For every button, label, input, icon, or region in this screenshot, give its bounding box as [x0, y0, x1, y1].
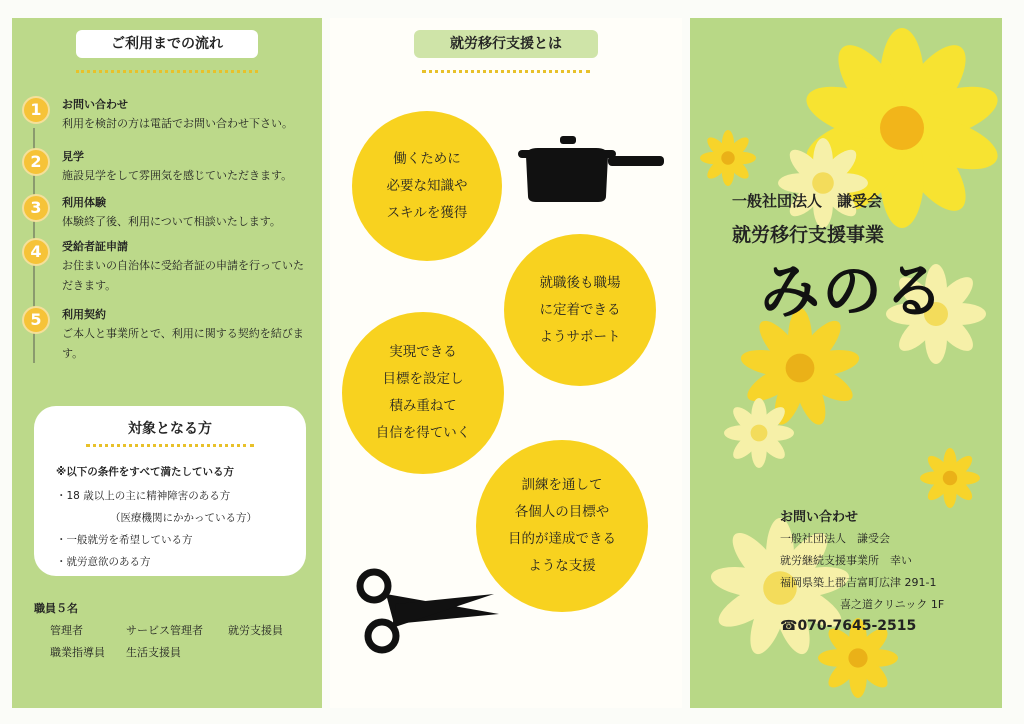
contact-line: 喜之道クリニック 1F	[840, 598, 945, 611]
step-title: 利用体験	[62, 196, 106, 209]
flower-icon	[724, 398, 794, 468]
staff-role: 就労支援員	[228, 624, 283, 637]
staff-role: 職業指導員	[50, 646, 105, 659]
target-item: ・就労意欲のある方	[56, 556, 151, 568]
middle-panel	[330, 18, 682, 708]
step-text: 利用を検討の方は電話でお問い合わせ下さい。	[62, 117, 293, 130]
contact-line: 福岡県築上郡吉富町広津 291-1	[780, 576, 937, 589]
flow-title: ご利用までの流れ	[76, 30, 258, 58]
staff-role: 生活支援員	[126, 646, 181, 659]
step-text: 施設見学をして雰囲気を感じていただきます。	[62, 169, 293, 182]
step-text: ご本人と事業所とで、利用に関する契約を結びます。	[62, 327, 304, 360]
contact-line: 一般社団法人 謙受会	[780, 532, 890, 545]
pot-icon	[514, 126, 666, 204]
org-name: 一般社団法人 謙受会	[732, 192, 883, 210]
staff-title: 職員５名	[34, 602, 78, 615]
target-condition: ※以下の条件をすべて満たしている方	[56, 466, 234, 478]
support-title-underline	[422, 70, 590, 73]
circle-goals: 実現できる 目標を設定し 積み重ねて 自信を得ていく	[342, 312, 504, 474]
staff-role: サービス管理者	[126, 624, 203, 637]
program-name: 就労移行支援事業	[732, 224, 885, 246]
target-item: ・18 歳以上の主に精神障害のある方	[56, 490, 231, 502]
left-panel	[12, 18, 322, 708]
step-title: 受給者証申請	[62, 240, 128, 253]
support-title: 就労移行支援とは	[414, 30, 598, 58]
step-title: お問い合わせ	[62, 98, 128, 111]
step-number: 1	[22, 96, 50, 124]
step-title: 利用契約	[62, 308, 106, 321]
circle-retention: 就職後も職場 に定着できる ようサポート	[504, 234, 656, 386]
step-number: 5	[22, 306, 50, 334]
step-title: 見学	[62, 150, 84, 163]
step-text: 体験終了後、利用について相談いたします。	[62, 215, 281, 228]
circle-training: 訓練を通して 各個人の目標や 目的が達成できる ような支援	[476, 440, 648, 612]
contact-line: 就労継続支援事業所 幸い	[780, 554, 912, 567]
target-item: ・一般就労を希望している方	[56, 534, 193, 546]
step-number: 2	[22, 148, 50, 176]
step-number: 4	[22, 238, 50, 266]
flower-icon	[920, 448, 980, 508]
contact-title: お問い合わせ	[780, 510, 859, 525]
target-title-underline	[86, 444, 254, 447]
target-box	[34, 406, 306, 576]
scissors-icon	[354, 564, 504, 656]
brand-name: みのる	[760, 257, 946, 327]
target-item: （医療機関にかかっている方）	[110, 512, 257, 524]
circle-knowledge: 働くために 必要な知識や スキルを獲得	[352, 111, 502, 261]
target-title: 対象となる方	[128, 421, 212, 437]
flower-icon	[778, 138, 868, 228]
right-panel	[690, 18, 1002, 708]
flow-title-underline	[76, 70, 258, 73]
step-text: お住まいの自治体に受給者証の申請を行っていただきます。	[62, 259, 304, 292]
contact-phone: ☎070-7645-2515	[780, 618, 917, 634]
flower-icon	[700, 130, 756, 186]
staff-role: 管理者	[50, 624, 83, 637]
step-number: 3	[22, 194, 50, 222]
